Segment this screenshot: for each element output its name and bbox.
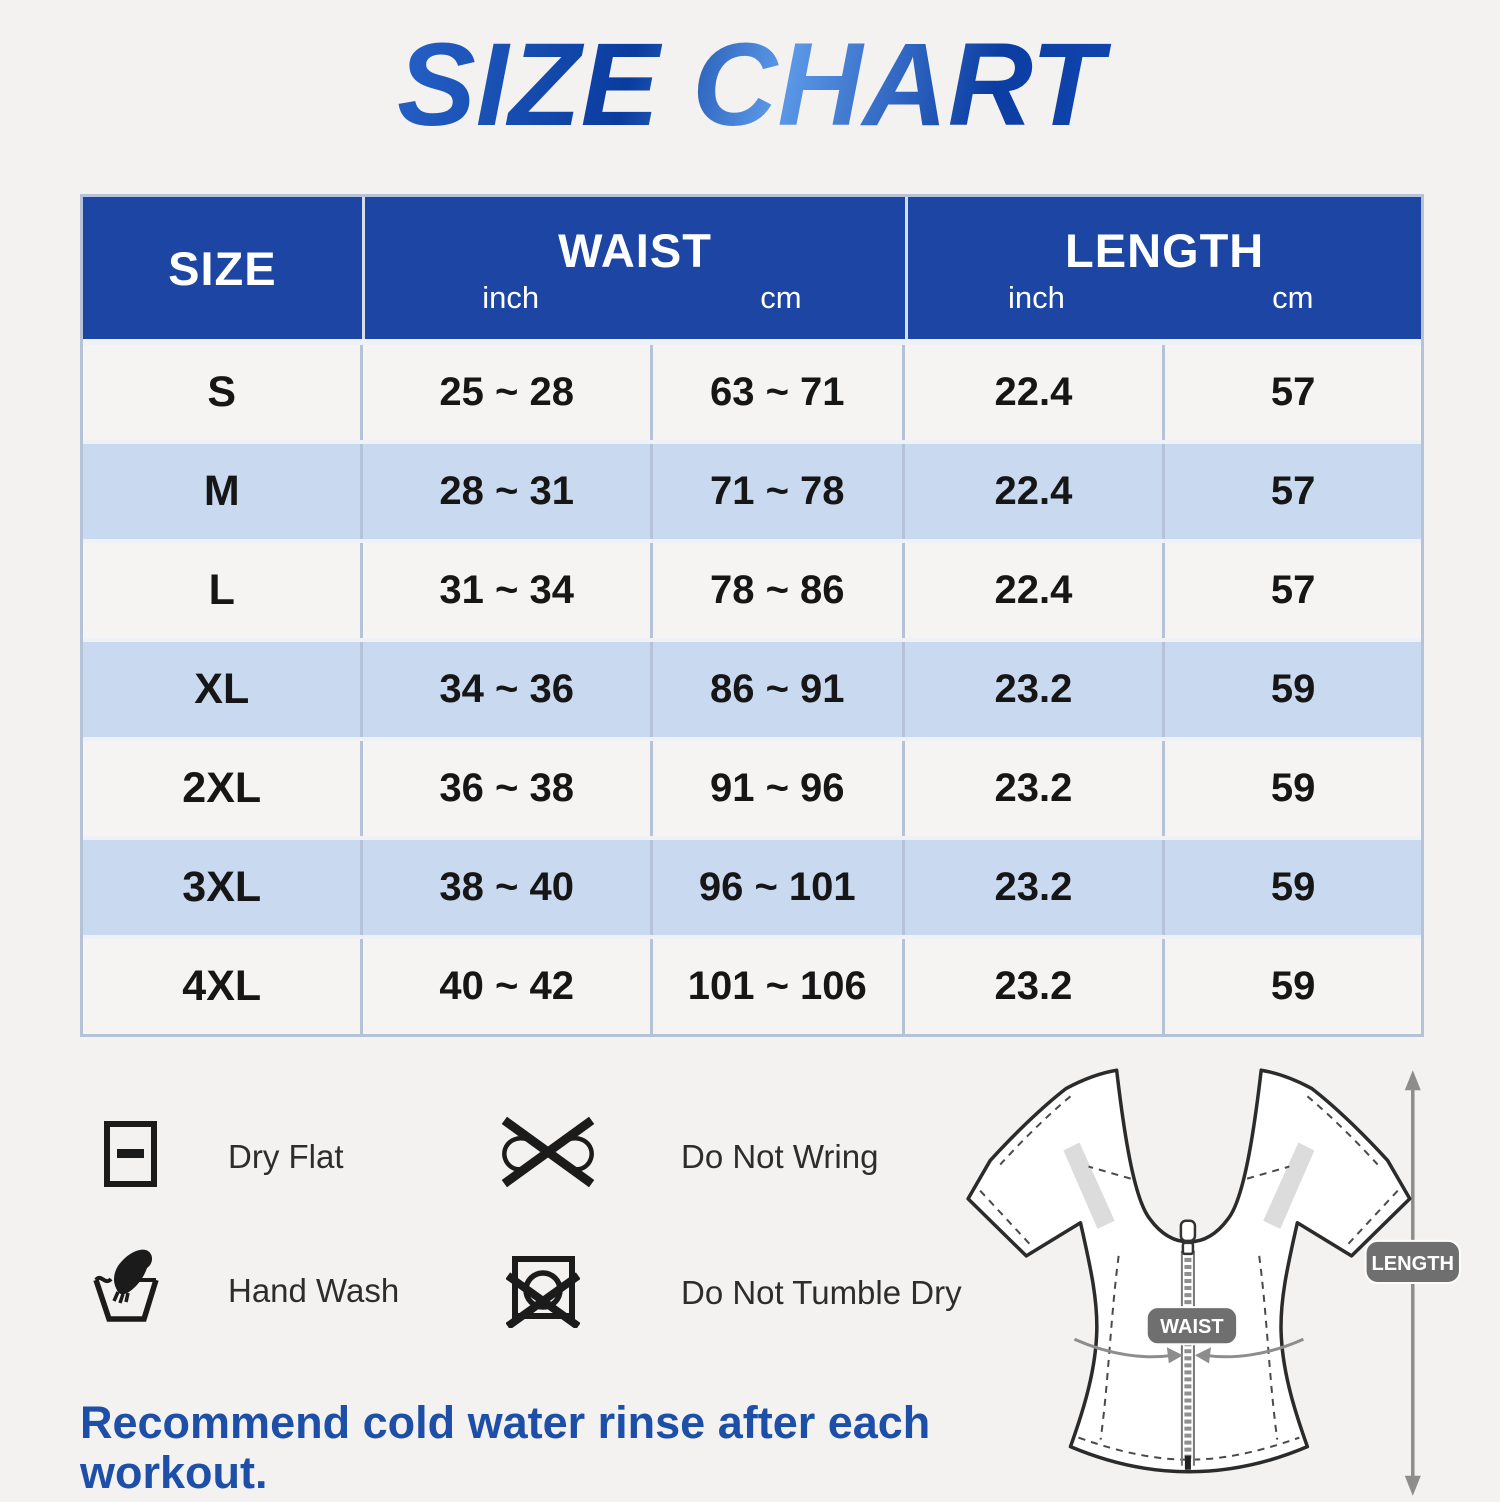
size-cell: L (83, 543, 360, 638)
header-size: SIZE (83, 197, 362, 339)
waist-badge-label: WAIST (1160, 1316, 1224, 1339)
size-cell: XL (83, 642, 360, 737)
size-cell: M (83, 444, 360, 539)
care-label-dry-flat: Dry Flat (228, 1138, 344, 1175)
size-cell: 3XL (83, 840, 360, 935)
waist-inch-cell: 34 ~ 36 (363, 642, 649, 737)
size-cell: 4XL (83, 939, 360, 1034)
header-waist: WAIST (558, 224, 712, 277)
header-waist-units (365, 282, 906, 313)
length-inch-cell: 23.2 (905, 642, 1163, 737)
length-inch-cell: 23.2 (905, 840, 1163, 935)
waist-cm-cell: 86 ~ 91 (653, 642, 902, 737)
header-length-inch: inch (1008, 280, 1065, 315)
waist-cm-cell: 96 ~ 101 (653, 840, 902, 935)
header-waist-group (365, 197, 906, 339)
size-chart-table (80, 194, 1424, 1037)
table-row-l (83, 543, 1421, 638)
header-waist-cm: cm (760, 280, 802, 315)
header-length-group (908, 197, 1421, 339)
length-cm-cell: 59 (1165, 840, 1421, 935)
length-inch-cell: 22.4 (905, 543, 1163, 638)
table-row-3xl (83, 840, 1421, 935)
waist-cm-cell: 71 ~ 78 (653, 444, 902, 539)
length-badge-label: LENGTH (1371, 1252, 1455, 1275)
table-header-row (83, 197, 1421, 339)
length-inch-cell: 22.4 (905, 444, 1163, 539)
length-cm-cell: 57 (1165, 345, 1421, 440)
care-label-do-not-wring: Do Not Wring (681, 1138, 879, 1175)
waist-cm-cell: 91 ~ 96 (653, 741, 902, 836)
table-body (83, 345, 1421, 1034)
waist-inch-cell: 28 ~ 31 (363, 444, 649, 539)
table-row-4xl (83, 939, 1421, 1034)
page-title: SIZE CHART (0, 24, 1500, 148)
waist-inch-cell: 36 ~ 38 (363, 741, 649, 836)
length-inch-cell: 22.4 (905, 345, 1163, 440)
do-not-wring-icon (498, 1114, 598, 1190)
waist-inch-cell: 40 ~ 42 (363, 939, 649, 1034)
footnote-text: Recommend cold water rinse after each workout. (80, 1397, 931, 1498)
length-inch-cell: 23.2 (905, 741, 1163, 836)
waist-inch-cell: 38 ~ 40 (363, 840, 649, 935)
length-cm-cell: 59 (1165, 741, 1421, 836)
length-cm-cell: 59 (1165, 642, 1421, 737)
length-badge (1366, 1241, 1460, 1283)
header-length-cm: cm (1272, 280, 1314, 315)
table-row-m (83, 444, 1421, 539)
waist-cm-cell: 78 ~ 86 (653, 543, 902, 638)
waist-inch-cell: 31 ~ 34 (363, 543, 649, 638)
waist-cm-cell: 101 ~ 106 (653, 939, 902, 1034)
length-cm-cell: 59 (1165, 939, 1421, 1034)
size-cell: S (83, 345, 360, 440)
waist-inch-cell: 25 ~ 28 (363, 345, 649, 440)
dry-flat-icon (103, 1120, 158, 1188)
table-row-2xl (83, 741, 1421, 836)
length-inch-cell: 23.2 (905, 939, 1163, 1034)
table-row-s (83, 345, 1421, 440)
care-label-hand-wash: Hand Wash (228, 1272, 400, 1309)
table-row-xl (83, 642, 1421, 737)
length-cm-cell: 57 (1165, 444, 1421, 539)
hand-wash-icon (92, 1242, 160, 1324)
do-not-tumble-dry-icon (506, 1254, 580, 1328)
header-length: LENGTH (1065, 224, 1265, 277)
waist-badge (1147, 1307, 1237, 1344)
header-length-units (908, 282, 1421, 313)
care-label-do-not-tumble-dry: Do Not Tumble Dry (681, 1274, 962, 1311)
size-cell: 2XL (83, 741, 360, 836)
waist-cm-cell: 63 ~ 71 (653, 345, 902, 440)
header-waist-inch: inch (482, 280, 540, 315)
length-cm-cell: 57 (1165, 543, 1421, 638)
